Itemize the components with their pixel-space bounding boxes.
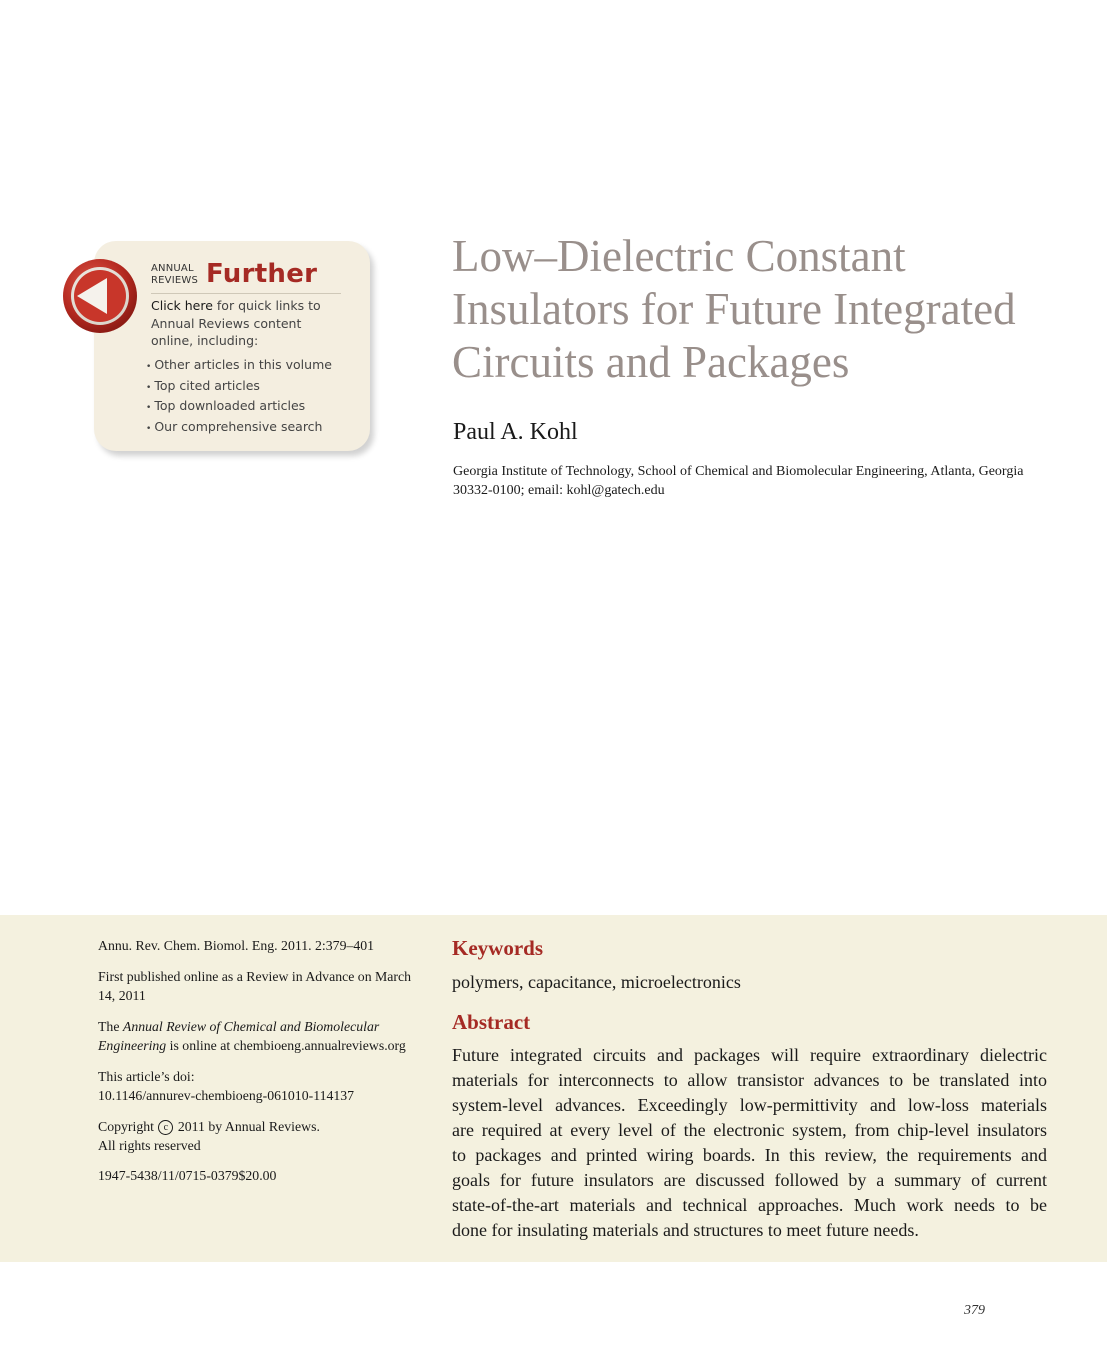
abstract-line: done for insulating materials and structures to meet future needs.	[452, 1220, 919, 1240]
article-title-line: Circuits and Packages	[452, 337, 850, 387]
rights-text: All rights reserved	[98, 1138, 201, 1153]
further-back-arrow-icon[interactable]	[62, 258, 138, 334]
article-title	[452, 230, 1072, 389]
click-here-link[interactable]: Click here	[151, 298, 213, 313]
further-header	[151, 259, 341, 294]
abstract-heading: Abstract	[452, 1010, 531, 1034]
annual-label: ANNUAL	[151, 263, 194, 274]
copyright-prefix: Copyright	[98, 1119, 158, 1134]
abstract-text	[452, 1043, 1047, 1243]
journal-prefix: The	[98, 1019, 123, 1034]
further-links-list	[146, 356, 332, 438]
doi-label: This article’s doi:	[98, 1069, 195, 1084]
further-link-other-articles[interactable]: • Other articles in this volume	[146, 356, 332, 377]
journal-info	[98, 1017, 438, 1055]
author-name: Paul A. Kohl	[453, 419, 578, 445]
citation: Annu. Rev. Chem. Biomol. Eng. 2011. 2:379–401	[98, 938, 375, 953]
abstract-line: state-of-the-art materials and technical approaches. Much work needs to be	[452, 1195, 1047, 1215]
issn-code: 1947-5438/11/0715-0379$20.00	[98, 1168, 277, 1183]
author-affiliation: Georgia Institute of Technology, School of Chemical and Biomolecular Engineering, Atlanta, Georgia 30332-0100; email: kohl@gatech.edu	[453, 464, 1024, 498]
page-number: 379	[964, 1303, 985, 1318]
further-description	[151, 297, 347, 350]
abstract-line: system-level advances. Exceedingly low-permittivity and low-loss materials	[452, 1095, 1047, 1115]
doi-info	[98, 1067, 418, 1105]
abstract-line: materials for interconnects to allow transistor advances to be translated into	[452, 1070, 1047, 1090]
abstract-line: to packages and printed wiring boards. In this review, the requirements and	[452, 1145, 1047, 1165]
copyright	[98, 1117, 418, 1155]
copyright-text: 2011 by Annual Reviews.	[174, 1119, 320, 1134]
further-link-search[interactable]: • Our comprehensive search	[146, 418, 332, 439]
abstract-line: goals for future insulators are discussed followed by a summary of current	[452, 1170, 1047, 1190]
further-link-top-cited[interactable]: • Top cited articles	[146, 377, 332, 398]
journal-name: Annual Review of Chemical and Biomolecular Engineering	[98, 1019, 380, 1053]
article-title-line: Low–Dielectric Constant	[452, 231, 906, 281]
further-label: Further	[206, 259, 318, 289]
abstract-line: are required at every level of the electronic system, from chip-level insulators	[452, 1120, 1047, 1140]
further-link-top-downloaded[interactable]: • Top downloaded articles	[146, 397, 332, 418]
keywords-heading: Keywords	[452, 936, 543, 960]
reviews-label: REVIEWS	[151, 275, 199, 286]
copyright-icon: c	[158, 1120, 173, 1135]
keywords-text: polymers, capacitance, microelectronics	[452, 972, 741, 992]
publication-date: First published online as a Review in Advance on March 14, 2011	[98, 969, 412, 1003]
abstract-line: Future integrated circuits and packages will require extraordinary dielectric	[452, 1045, 1047, 1065]
further-description-text: for quick links to Annual Reviews content online, including:	[151, 298, 321, 348]
article-title-line: Insulators for Future Integrated	[452, 284, 1016, 334]
journal-suffix: is online at chembioeng.annualreviews.org	[166, 1038, 406, 1053]
doi-value[interactable]: 10.1146/annurev-chembioeng-061010-114137	[98, 1088, 355, 1103]
